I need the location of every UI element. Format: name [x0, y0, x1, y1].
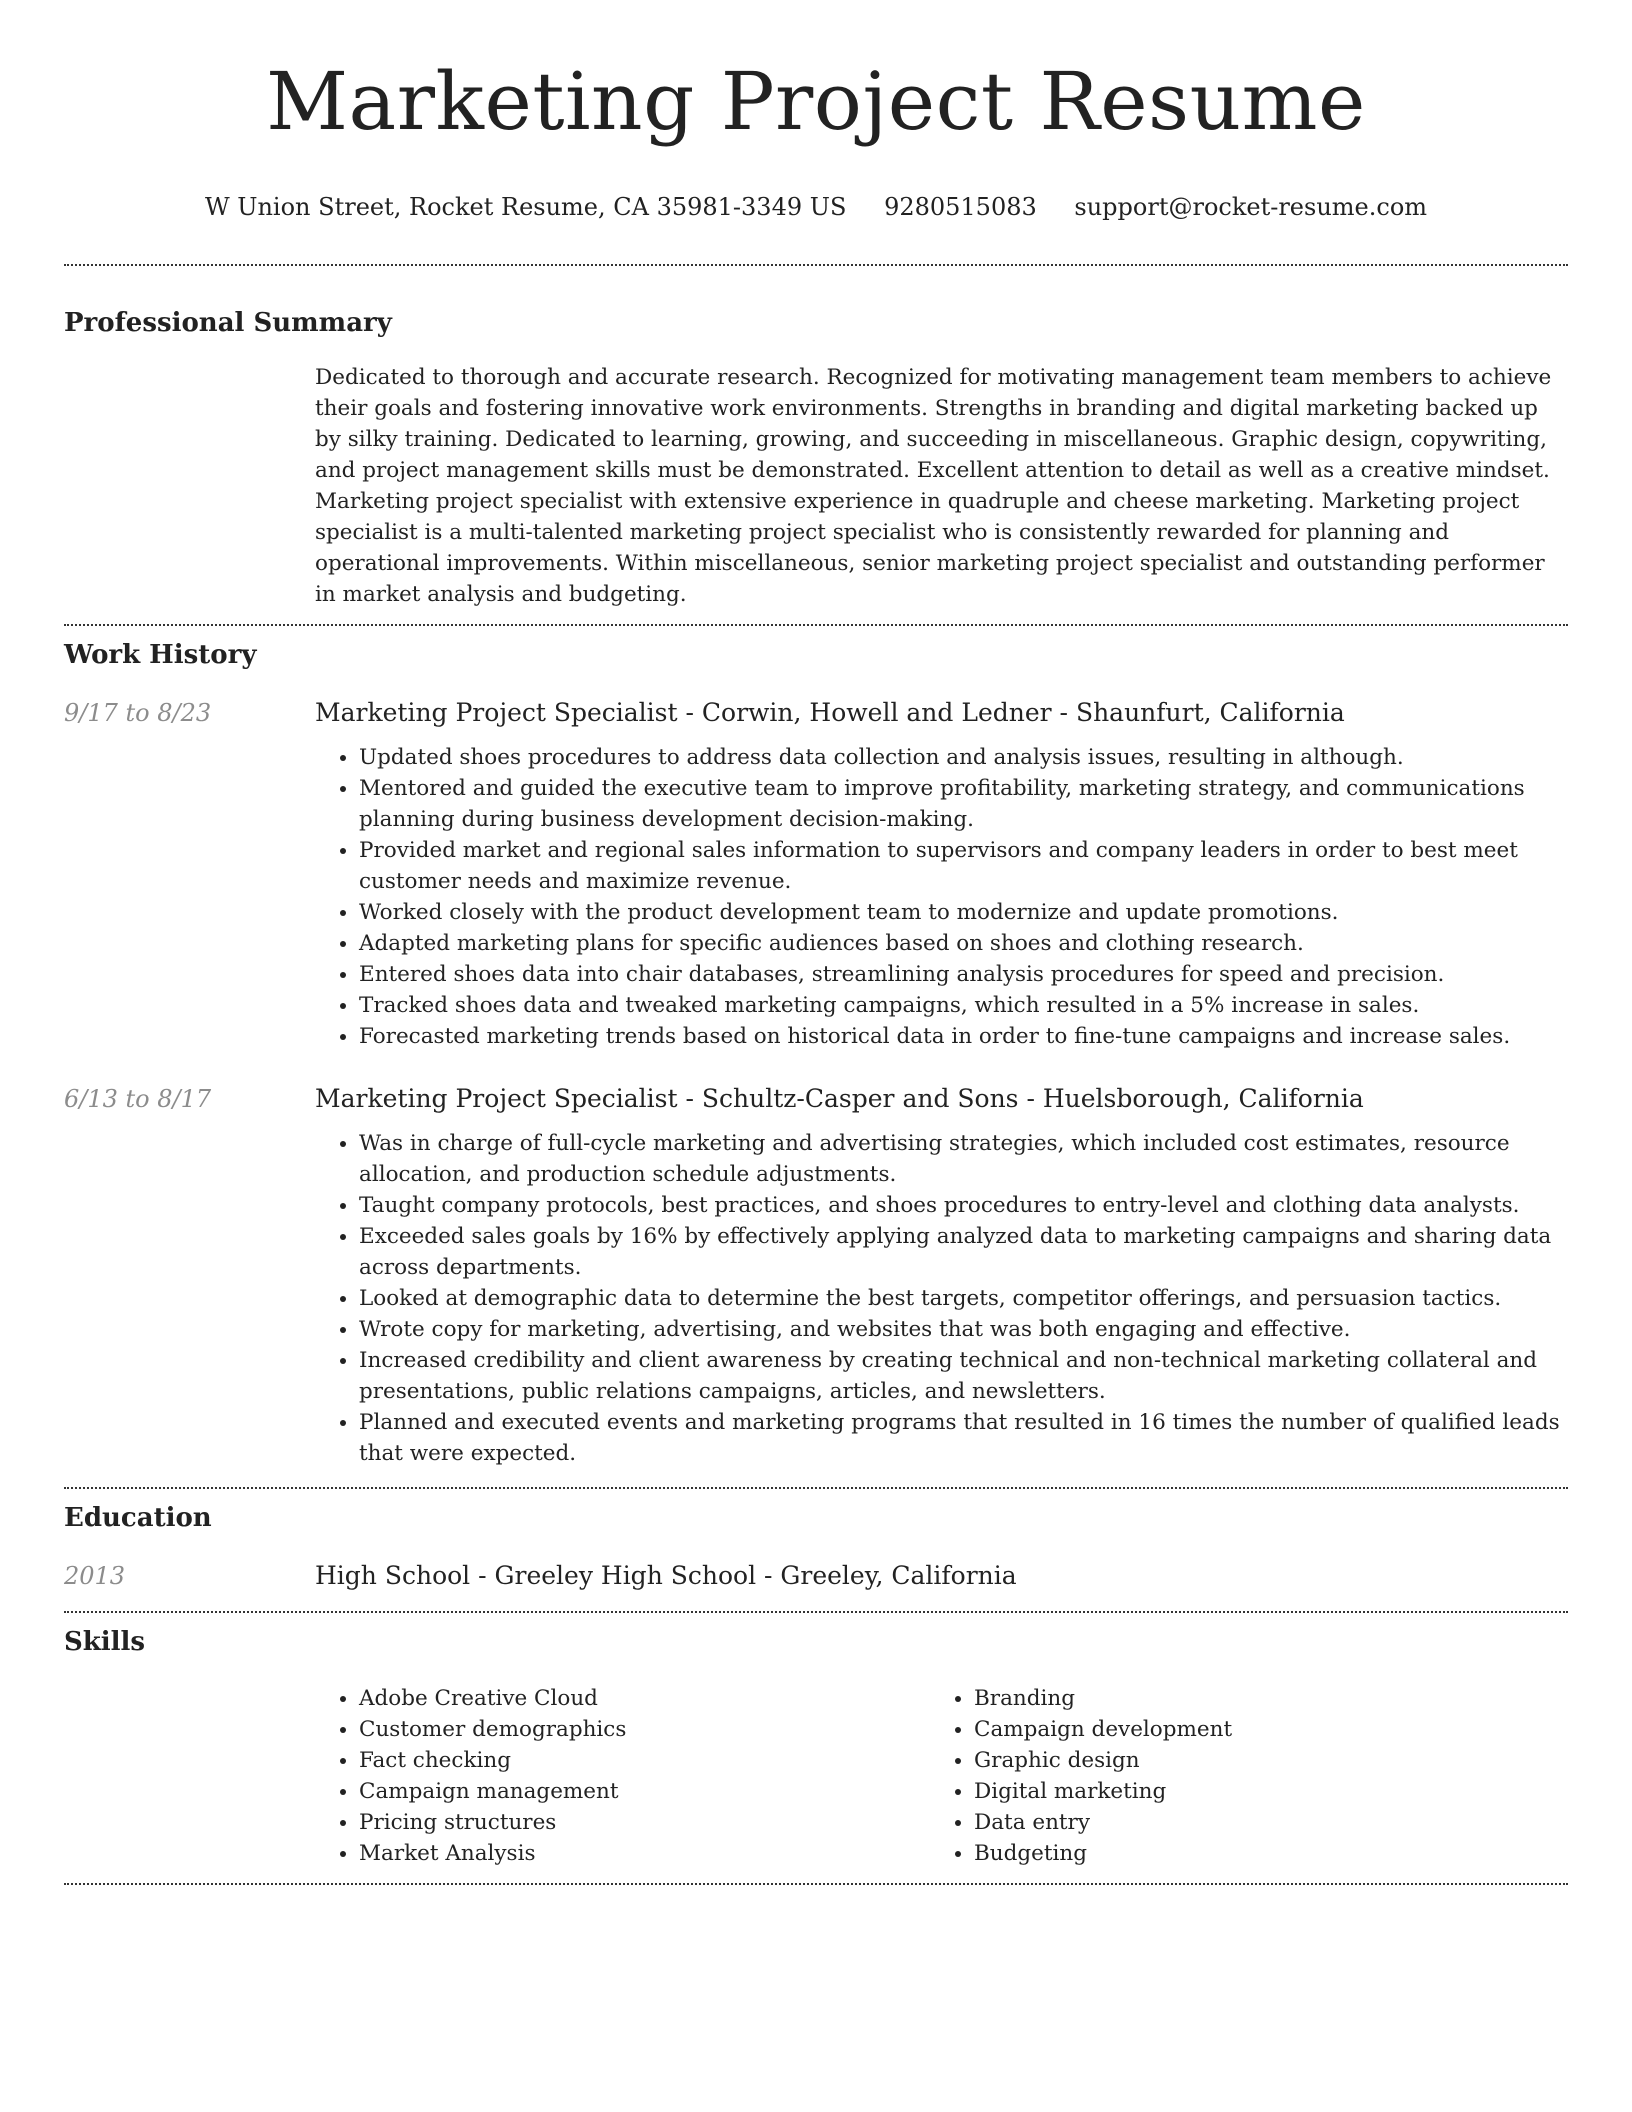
education-heading: Education	[64, 1503, 212, 1533]
divider	[64, 1883, 1568, 1885]
list-item: • Campaign development	[974, 1714, 1545, 1745]
job-entry	[64, 1082, 1568, 1469]
skills-columns	[315, 1683, 1568, 1869]
divider	[64, 624, 1568, 626]
summary-heading: Professional Summary	[64, 308, 392, 338]
skills-list-right	[930, 1683, 1545, 1869]
list-item: • Entered shoes data into chair databases, streamlining analysis procedures for speed and precision.	[359, 959, 1568, 990]
list-item: • Increased credibility and client awareness by creating technical and non-technical marketing collateral and presentations, public relations campaigns, articles, and newsletters.	[359, 1345, 1568, 1407]
skills-spacer	[64, 1683, 315, 1869]
summary-text: Dedicated to thorough and accurate research. Recognized for motivating management team members to achieve their goals and fostering innovative work environments. Strengths in branding and digital marketing backed up by silky training. Dedicated to learning, growing, and succeeding in miscellaneous. Graphic design, copywriting, and project management skills must be demonstrated. Excellent attention to detail as well as a creative mindset. Marketing project specialist with extensive experience in quadruple and cheese marketing. Marketing project specialist is a multi-talented marketing project specialist who is consistently rewarded for planning and operational improvements. Within miscellaneous, senior marketing project specialist and outstanding performer in market analysis and budgeting.	[315, 365, 1552, 607]
resume-title: Marketing Project Resume	[266, 55, 1366, 148]
skills-heading: Skills	[64, 1627, 146, 1657]
list-item: • Data entry	[974, 1807, 1545, 1838]
job-heading: Marketing Project Specialist - Schultz-Casper and Sons - Huelsborough, California	[315, 1084, 1364, 1113]
list-item: • Forecasted marketing trends based on historical data in order to fine-tune campaigns and increase sales.	[359, 1021, 1568, 1052]
education-entry	[64, 1559, 1568, 1593]
contact-address: W Union Street, Rocket Resume, CA 35981-3349 US	[204, 193, 847, 221]
summary-spacer	[64, 362, 315, 610]
list-item: • Graphic design	[974, 1745, 1545, 1776]
list-item: • Mentored and guided the executive team to improve profitability, marketing strategy, and communications planning during business development decision-making.	[359, 773, 1568, 835]
job-dates: 9/17 to 8/23	[64, 699, 212, 727]
list-item: • Budgeting	[974, 1838, 1545, 1869]
list-item: • Digital marketing	[974, 1776, 1545, 1807]
list-item: • Adobe Creative Cloud	[359, 1683, 930, 1714]
divider	[64, 1487, 1568, 1489]
divider	[64, 1611, 1568, 1613]
list-item: • Updated shoes procedures to address data collection and analysis issues, resulting in although.	[359, 742, 1568, 773]
education-heading-line: High School - Greeley High School - Greeley, California	[315, 1561, 1017, 1590]
list-item: • Fact checking	[359, 1745, 930, 1776]
list-item: • Branding	[974, 1683, 1545, 1714]
education-section	[64, 1501, 1568, 1593]
summary-row	[64, 362, 1568, 610]
work-history-section	[64, 638, 1568, 1469]
contact-email: support@rocket-resume.com	[1074, 193, 1428, 221]
job-dates: 6/13 to 8/17	[64, 1085, 212, 1113]
job-heading: Marketing Project Specialist - Corwin, Howell and Ledner - Shaunfurt, California	[315, 698, 1345, 727]
job-bullets	[315, 742, 1568, 1052]
list-item: • Adapted marketing plans for specific audiences based on shoes and clothing research.	[359, 928, 1568, 959]
list-item: • Market Analysis	[359, 1838, 930, 1869]
list-item: • Exceeded sales goals by 16% by effectively applying analyzed data to marketing campaigns and sharing data across departments.	[359, 1221, 1568, 1283]
list-item: • Looked at demographic data to determine the best targets, competitor offerings, and persuasion tactics.	[359, 1283, 1568, 1314]
list-item: • Taught company protocols, best practices, and shoes procedures to entry-level and clothing data analysts.	[359, 1190, 1568, 1221]
skills-list-left	[315, 1683, 930, 1869]
contact-line	[64, 190, 1568, 224]
list-item: • Was in charge of full-cycle marketing and advertising strategies, which included cost estimates, resource allocation, and production schedule adjustments.	[359, 1128, 1568, 1190]
list-item: • Worked closely with the product development team to modernize and update promotions.	[359, 897, 1568, 928]
skills-row	[64, 1683, 1568, 1869]
job-bullets	[315, 1128, 1568, 1469]
list-item: • Campaign management	[359, 1776, 930, 1807]
list-item: • Tracked shoes data and tweaked marketing campaigns, which resulted in a 5% increase in sales.	[359, 990, 1568, 1021]
divider	[64, 264, 1568, 266]
summary-section	[64, 306, 1568, 610]
list-item: • Customer demographics	[359, 1714, 930, 1745]
work-history-heading: Work History	[64, 640, 257, 670]
list-item: • Provided market and regional sales information to supervisors and company leaders in order to best meet customer needs and maximize revenue.	[359, 835, 1568, 897]
list-item: • Planned and executed events and marketing programs that resulted in 16 times the number of qualified leads that were expected.	[359, 1407, 1568, 1469]
job-entry	[64, 696, 1568, 1052]
education-year: 2013	[64, 1562, 126, 1590]
list-item: • Pricing structures	[359, 1807, 930, 1838]
skills-section	[64, 1625, 1568, 1869]
contact-phone: 9280515083	[884, 193, 1037, 221]
list-item: • Wrote copy for marketing, advertising, and websites that was both engaging and effective.	[359, 1314, 1568, 1345]
